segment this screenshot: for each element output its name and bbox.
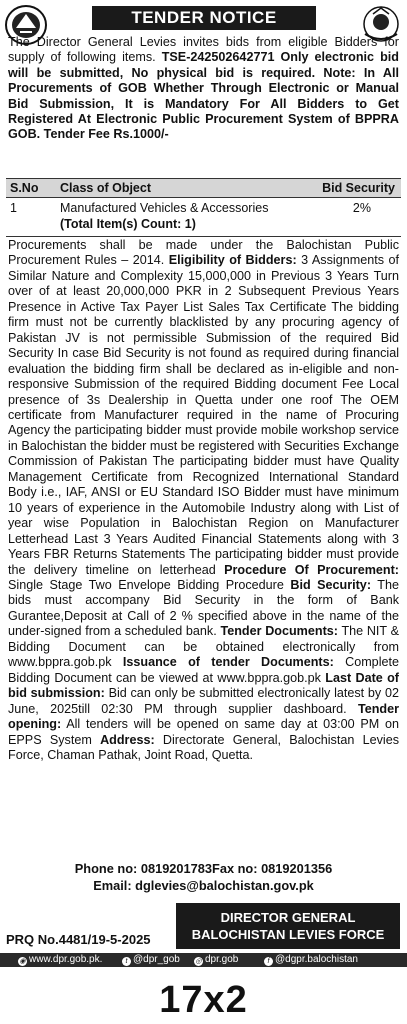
body-text: 3 Assignments of Similar Nature and Complexity 15,000,000 in Previous 3 Years Turn over of at least 20,000,000 PKR in 2 Subsequent Previous Years Presence in Active Tax Payer List Sales Tax Certificate The bidding firm must not be currently blacklisted by any procuring agency of Pakistan JV is not permissible Submission of the required Bid Security In case Bid Security is not found as required during financial evaluation the bidding firm shall be declared as in-eligible and non-responsive Submission of the required Bidding document Fee Local presence of 3s Dealership in Quetta under one roof The OEM certificate from Manufacturer required in the name of Procuring Agency the participating bidder must provide mobile workshop service in Balochistan the bidder must be registered with Securities Exchange Commission of Pakistan The participating bidder must have Quality Management Certificate from Recognized International Standard Body i.e., IAF, ANSI or EU Standard ISO Bidder must have minimum 10 years of experience in the Automobile Industry along with List of year wise Population in Balochistan Region on Manufacturer Letterhead Last 3 Years Audited Financial Statements along with 3 Years FBR Returns Statements The participating bidder must provide the delivery timeline on letterhead xyxy=(8,253,399,577)
globe-icon: ◉ xyxy=(19,958,26,965)
intro-part-2: TSE-242502642771 Only electronic bid will be submitted, No physical bid is required. Note: In All Procurements of GOB Whether Through Electronic or Manual Bid Submission, It is Mandatory For All Bidders to Get Registered At Electronic Public Procurement System of BPPRA GOB. Tender Fee Rs.1000/- xyxy=(8,50,399,142)
ad-size-label: 17x2 xyxy=(159,979,248,1021)
page-title: TENDER NOTICE xyxy=(92,6,316,30)
signatory-box xyxy=(176,903,400,949)
phone-fax: Phone no: 0819201783Fax no: 0819201356 xyxy=(74,861,333,876)
table-divider xyxy=(6,236,401,237)
body-text: The bids must accompany Bid Security in the form of Bank Gurantee,Deposit at Call of 2 % specified above in the name of the under-signed from a scheduled bank. xyxy=(8,577,399,639)
bid-security-heading: Bid Security: xyxy=(290,577,372,592)
body-text: Complete Bidding Document can be viewed at www.bppra.gob.pk xyxy=(8,655,399,685)
facebook-text: @dgpr.balochistan xyxy=(275,954,358,965)
procedure-heading: Procedure Of Procurement: xyxy=(224,562,399,577)
header-security: Bid Security xyxy=(322,181,395,195)
facebook-link[interactable] xyxy=(264,953,358,967)
total-count: (Total Item(s) Count: 1) xyxy=(60,217,196,231)
twitter-icon: t xyxy=(122,957,131,966)
eligibility-heading: Eligibility of Bidders: xyxy=(168,253,297,268)
body-text: The NIT & Bidding Document can be obtained electronically from www.bppra.gob.pk xyxy=(8,624,399,670)
instagram-link[interactable] xyxy=(194,953,238,967)
body-text: Bid can only be submitted electronically latest by 02 June, 2025till 02:30 PM through supplier dashboard. xyxy=(8,686,399,716)
instagram-text: dpr.gob xyxy=(205,954,239,965)
body-text: Single Stage Two Envelope Bidding Procedure xyxy=(8,577,291,592)
signatory-title: DIRECTOR GENERAL xyxy=(220,910,356,925)
row-sno: 1 xyxy=(10,201,17,215)
facebook-icon: f xyxy=(264,957,273,966)
twitter-text: @dpr_gob xyxy=(133,954,180,965)
items-table-header xyxy=(6,178,401,198)
intro-part-1: The Director General Levies invites bids from eligible Bidders for supply of following items. xyxy=(8,35,399,65)
header-class: Class of Object xyxy=(60,181,151,195)
signatory-org: BALOCHISTAN LEVIES FORCE xyxy=(191,927,385,942)
email-address: Email: dglevies@balochistan.gov.pk xyxy=(93,878,314,893)
row-security: 2% xyxy=(352,201,371,215)
table-row xyxy=(6,200,401,234)
body-text: All tenders will be opened on same day at 03:00 PM on EPPS System xyxy=(8,717,399,747)
row-class: Manufactured Vehicles & Accessories xyxy=(60,201,269,215)
twitter-link[interactable] xyxy=(122,953,180,967)
body-text: Directorate General, Balochistan Levies Force, Chaman Pathak, Joint Road, Quetta. xyxy=(8,732,399,762)
body-text: Procurements shall be made under the Balochistan Public Procurement Rules – 2014. xyxy=(8,238,399,268)
social-bar xyxy=(0,953,407,967)
website-text: www.dpr.gob.pk. xyxy=(29,954,103,965)
website-link[interactable] xyxy=(18,953,102,967)
intro-text xyxy=(8,35,399,143)
header-sno: S.No xyxy=(10,181,39,195)
address-heading: Address: xyxy=(100,732,155,747)
tender-documents-heading: Tender Documents: xyxy=(220,624,338,639)
issuance-heading: Issuance of tender Documents: xyxy=(122,655,334,670)
notice-body xyxy=(8,238,399,763)
last-date-heading: Last Date of bid submission: xyxy=(8,670,399,701)
instagram-icon: ◎ xyxy=(195,958,202,965)
prq-number: PRQ No.4481/19-5-2025 xyxy=(6,932,151,947)
tender-opening-heading: Tender opening: xyxy=(8,701,399,732)
